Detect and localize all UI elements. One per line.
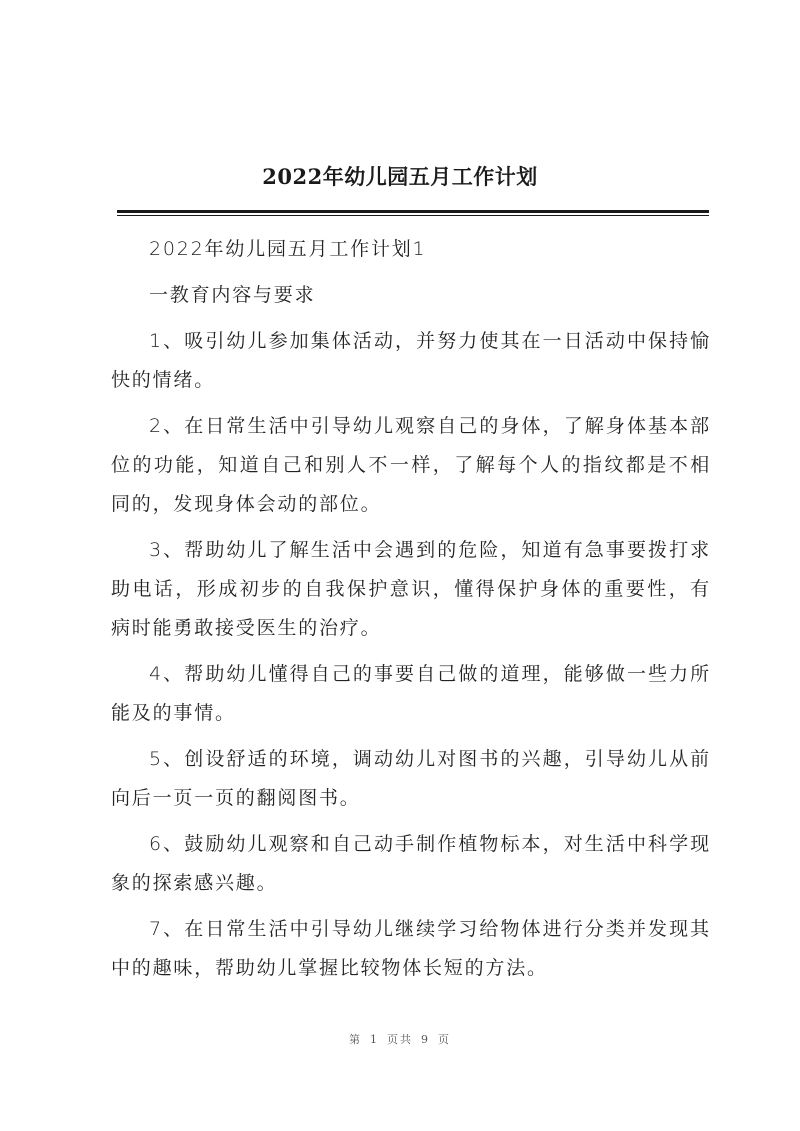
page-footer (0, 1031, 800, 1047)
document-body (111, 230, 711, 995)
section-heading: 2022年幼儿园五月工作计划1 (149, 238, 427, 260)
title-underline-thin (117, 215, 709, 216)
list-item: 2、在日常生活中引导幼儿观察自己的身体，了解身体基本部位的功能，知道自己和别人不一样，了解每个人的指纹都是不相同的，发现身体会动的部位。 (111, 415, 711, 515)
document-title: 2022年幼儿园五月工作计划 (262, 164, 538, 189)
footer-mid: 页共 (387, 1033, 413, 1046)
footer-page-total: 9 (421, 1033, 430, 1046)
title-underline-thick (117, 210, 709, 213)
list-item: 1、吸引幼儿参加集体活动，并努力使其在一日活动中保持愉快的情绪。 (111, 330, 711, 391)
list-item: 3、帮助幼儿了解生活中会遇到的危险，知道有急事要拨打求助电话，形成初步的自我保护意识，懂得保护身体的重要性，有病时能勇敢接受医生的治疗。 (111, 539, 711, 639)
list-item: 5、创设舒适的环境，调动幼儿对图书的兴趣，引导幼儿从前向后一页一页的翻阅图书。 (111, 748, 711, 809)
subsection-heading: 一教育内容与要求 (149, 284, 316, 306)
footer-suffix: 页 (438, 1033, 451, 1046)
footer-page-number: 1 (370, 1033, 379, 1046)
list-item: 4、帮助幼儿懂得自己的事要自己做的道理，能够做一些力所能及的事情。 (111, 663, 711, 724)
list-item: 6、鼓励幼儿观察和自己动手制作植物标本，对生活中科学现象的探索感兴趣。 (111, 833, 711, 894)
list-item: 7、在日常生活中引导幼儿继续学习给物体进行分类并发现其中的趣味，帮助幼儿掌握比较物体长短的方法。 (111, 918, 711, 979)
footer-prefix: 第 (349, 1033, 362, 1046)
